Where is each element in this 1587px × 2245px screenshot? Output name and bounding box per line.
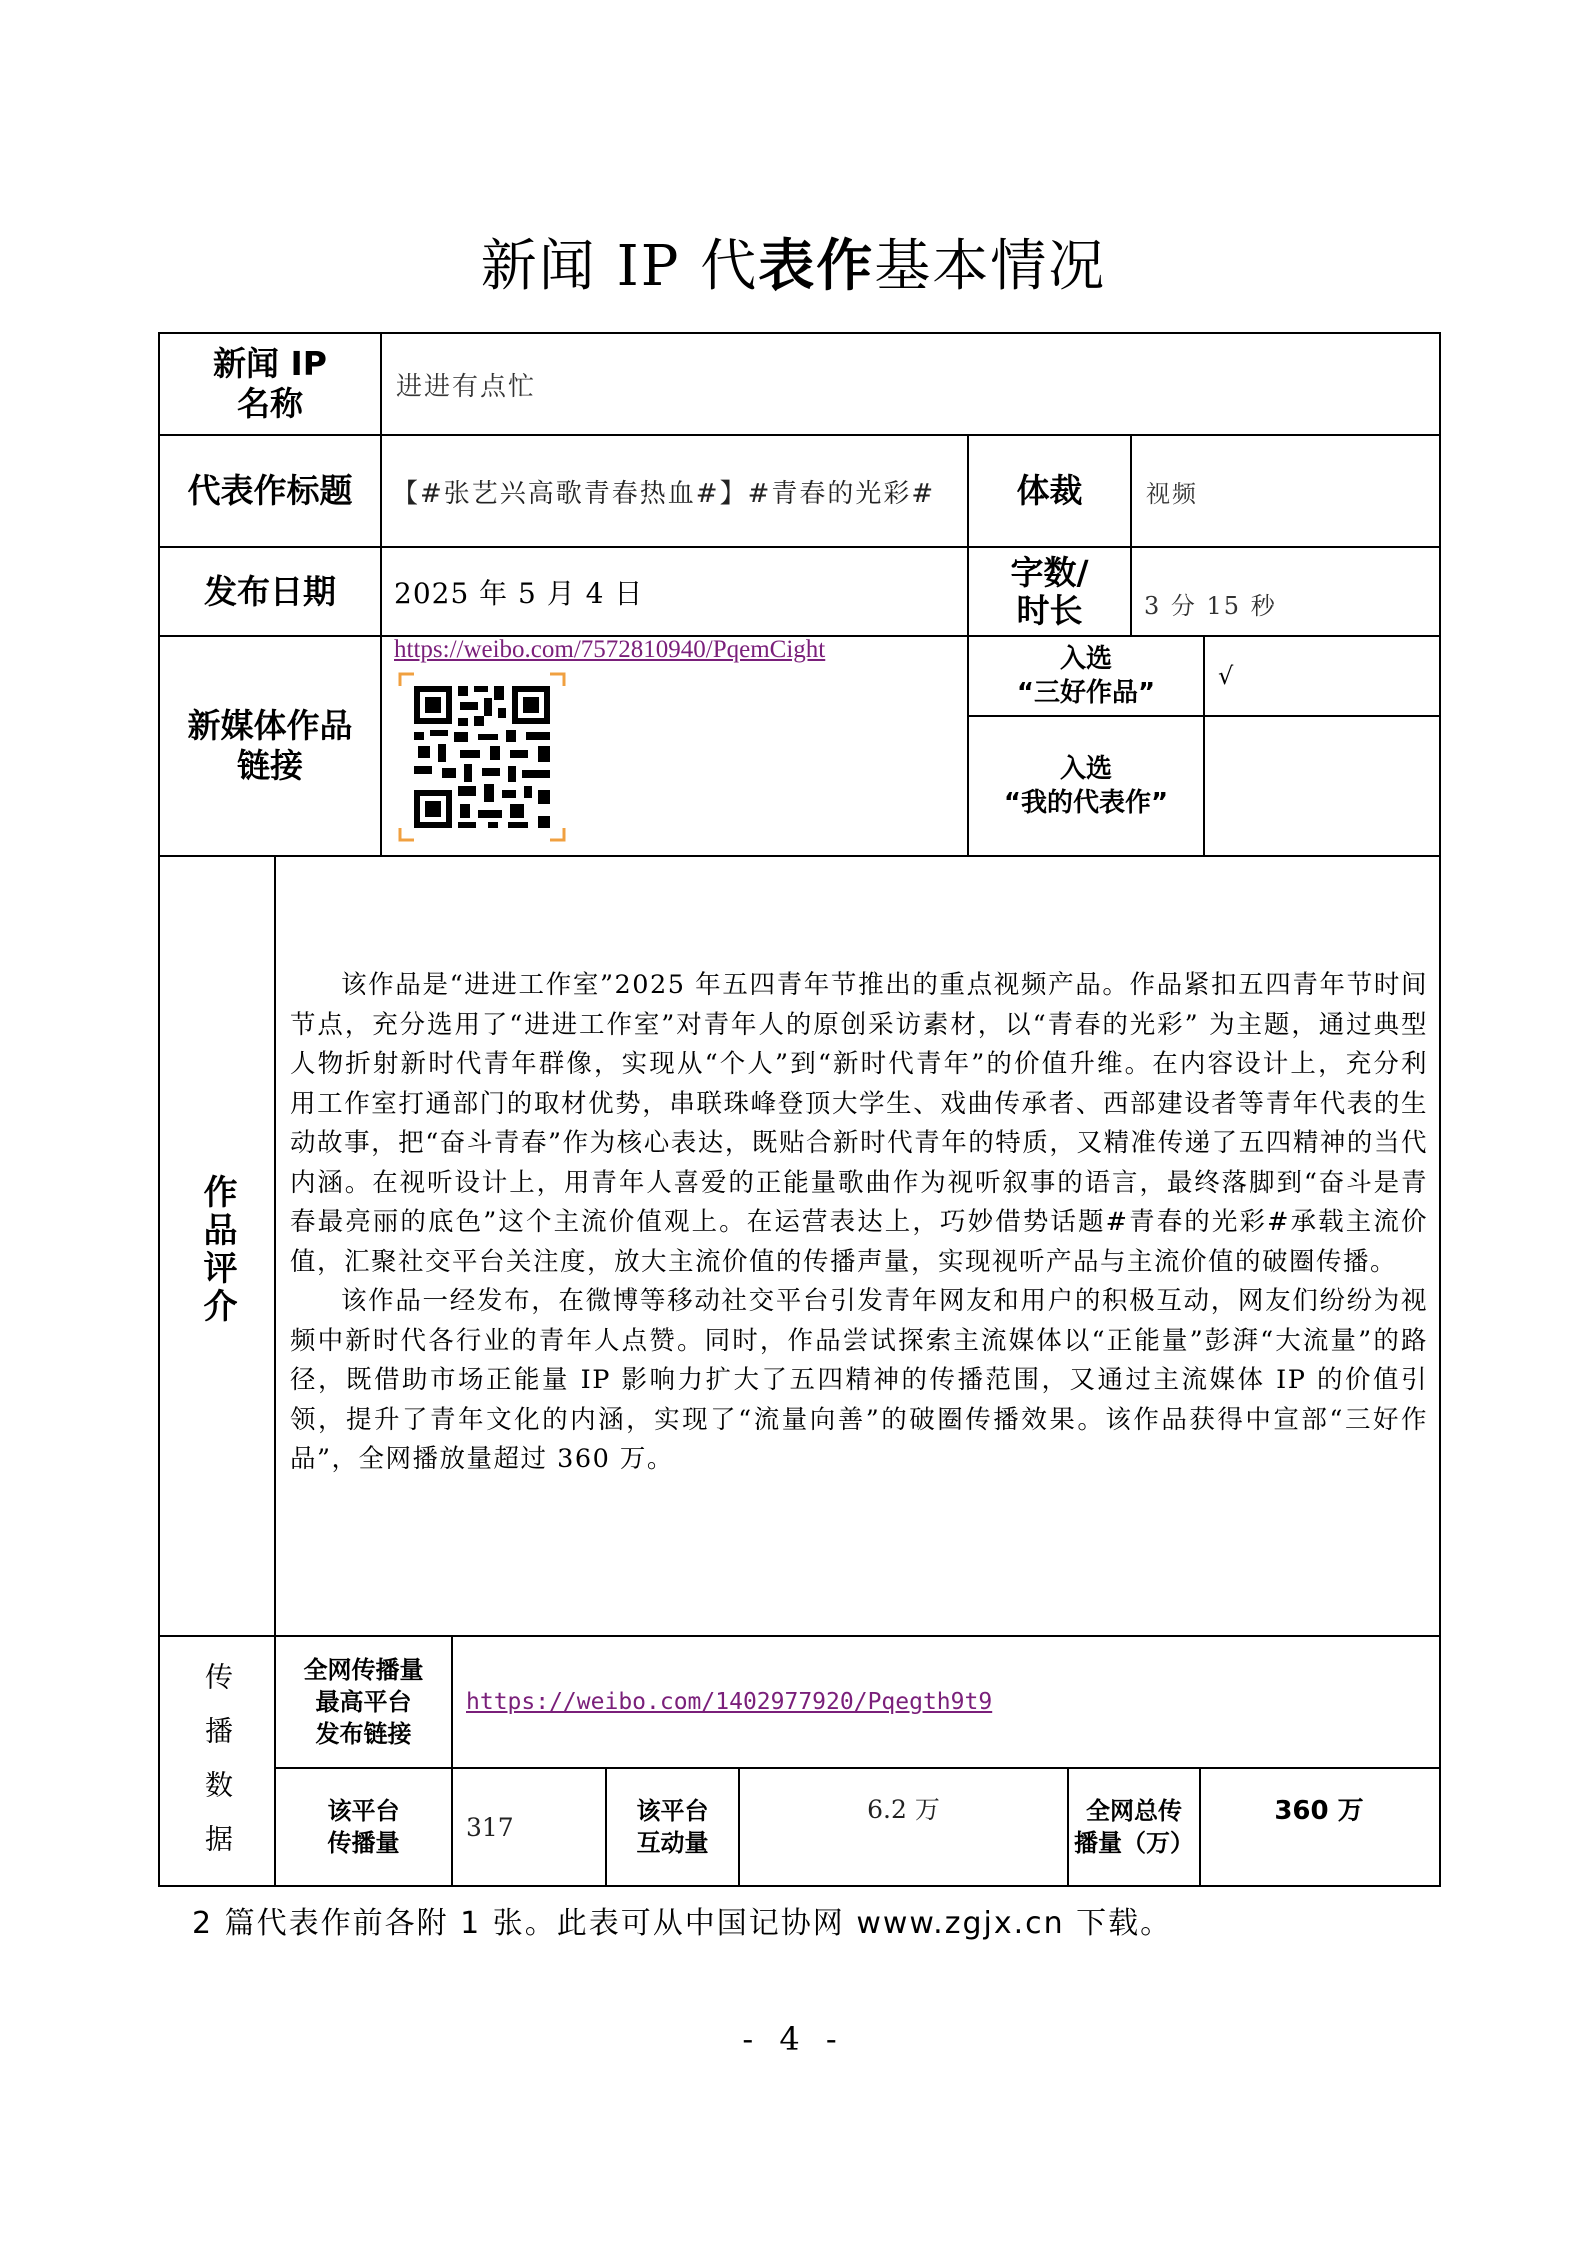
selected-mywork-label xyxy=(969,717,1203,855)
length-value: 3 分 15 秒 xyxy=(1144,592,1277,620)
page-number: - 4 - xyxy=(742,2020,845,2058)
col-divider xyxy=(1130,434,1132,635)
row-divider xyxy=(158,855,1441,857)
top-platform-label-line1: 全网传播量 xyxy=(303,1656,424,1684)
platform-interaction-label-line2: 互动量 xyxy=(636,1829,709,1857)
selected-sanhao-label-line1: 入选 xyxy=(1059,644,1112,674)
genre-label: 体裁 xyxy=(1016,471,1083,510)
work-title-value: 【#张艺兴高歌青春热血#】#青春的光彩# xyxy=(392,478,936,509)
stats-label xyxy=(160,1660,274,1880)
length-label-line2: 时长 xyxy=(1016,590,1083,630)
table-border-right xyxy=(1439,332,1441,1887)
platform-reach-value: 317 xyxy=(466,1812,514,1842)
platform-interaction-label-line1: 该平台 xyxy=(636,1797,709,1825)
ip-name-label-line1: 新闻 IP xyxy=(213,344,327,383)
platform-reach-label-line2: 传播量 xyxy=(327,1829,400,1857)
platform-reach-label-line1: 该平台 xyxy=(327,1797,400,1825)
selected-sanhao-label-line2: “三好作品” xyxy=(1016,678,1156,708)
col-divider xyxy=(380,332,382,855)
evaluation-label-text: 作品评介 xyxy=(197,1174,237,1326)
evaluation-label xyxy=(160,1160,274,1340)
evaluation-paragraph-1: 该作品是“进进工作室”2025 年五四青年节推出的重点视频产品。作品紧扣五四青年节时间节点，充分选用了“进进工作室”对青年人的原创采访素材，以“青春的光彩” 为主题，通过典型人物折射新时代青年群像，实现从“个人”到“新时代青年”的价值升维。在内容设计上，充分利用工作室打通部门的取材优势，串联珠峰登顶大学生、戏曲传承者、西部建设者等青年代表的生动故事，把“奋斗青春”作为核心表达，既贴合新时代青年的特质，又精准传递了五四精神的当代内涵。在视听设计上，用青年人喜爱的正能量歌曲作为视听叙事的语言，最终落脚到“奋斗是青春最亮丽的底色”这个主流价值观上。在运营表达上，巧妙借势话题#青春的光彩#承载主流价值，汇聚社交平台关注度，放大主流价值的传播声量，实现视听产品与主流价值的破圈传播。 xyxy=(290,970,1428,1277)
total-reach-label-line2: 播量（万） xyxy=(1074,1829,1194,1857)
platform-reach-label xyxy=(276,1769,451,1885)
col-divider xyxy=(451,1635,453,1885)
length-label xyxy=(969,548,1130,635)
total-reach-label-line1: 全网总传 xyxy=(1086,1797,1182,1825)
total-reach-value: 360 万 xyxy=(1274,1795,1364,1826)
work-title-label: 代表作标题 xyxy=(187,471,353,510)
top-platform-label-line2: 最高平台 xyxy=(315,1688,412,1716)
top-platform-label-line3: 发布链接 xyxy=(315,1720,412,1748)
platform-interaction-label xyxy=(607,1769,738,1885)
total-reach-label xyxy=(1069,1769,1199,1885)
new-media-link-label-line2: 链接 xyxy=(237,746,303,785)
selected-mywork-label-line1: 入选 xyxy=(1059,754,1112,784)
page-title xyxy=(0,226,1587,307)
table-border-bottom xyxy=(158,1885,1441,1887)
publish-date-label: 发布日期 xyxy=(204,571,336,611)
ip-name-label xyxy=(160,334,380,434)
col-divider xyxy=(1203,635,1205,855)
stats-label-text: 传播数据 xyxy=(201,1662,234,1878)
new-media-link-url[interactable]: https://weibo.com/7572810940/PqemCight xyxy=(394,636,826,663)
evaluation-paragraph-2: 该作品一经发布，在微博等移动社交平台引发青年网友和用户的积极互动，网友们纷纷为视频中新时代各行业的青年人点赞。同时，作品尝试探索主流媒体以“正能量”彭湃“大流量”的路径，既借助市场正能量 IP 影响力扩大了五四精神的传播范围，又通过主流媒体 IP 的价值引领，提升了青年文化的内涵，实现了“流量向善”的破圈传播效果。该作品获得中宣部“三好作品”，全网播放量超过 360 万。 xyxy=(290,1286,1428,1474)
top-platform-label xyxy=(276,1637,451,1767)
platform-interaction-value: 6.2 万 xyxy=(867,1795,940,1824)
selected-sanhao-label xyxy=(969,637,1203,715)
qr-code-icon xyxy=(398,672,566,842)
title-part-2: 基本情况 xyxy=(874,234,1107,299)
top-platform-url[interactable]: https://weibo.com/1402977920/Pqegth9t9 xyxy=(466,1689,993,1715)
title-bold-part: 表作 xyxy=(758,233,875,299)
evaluation-text xyxy=(290,966,1428,1480)
ip-name-value: 进进有点忙 xyxy=(396,371,537,402)
title-part-1: 新闻 IP 代 xyxy=(480,234,759,299)
genre-value: 视频 xyxy=(1146,479,1198,508)
top-platform-link-cell xyxy=(466,1637,1436,1767)
ip-name-label-line2: 名称 xyxy=(237,384,303,423)
selected-mywork-value xyxy=(1218,717,1436,855)
new-media-link-label xyxy=(160,637,380,855)
new-media-link-label-line1: 新媒体作品 xyxy=(187,706,353,745)
length-label-line1: 字数/ xyxy=(1010,552,1089,592)
publish-date-value: 2025 年 5 月 4 日 xyxy=(394,576,644,610)
selected-sanhao-checkmark: √ xyxy=(1218,662,1234,690)
footnote: 2 篇代表作前各附 1 张。此表可从中国记协网 www.zgjx.cn 下载。 xyxy=(192,1906,1173,1941)
selected-mywork-label-line2: “我的代表作” xyxy=(1003,788,1169,818)
